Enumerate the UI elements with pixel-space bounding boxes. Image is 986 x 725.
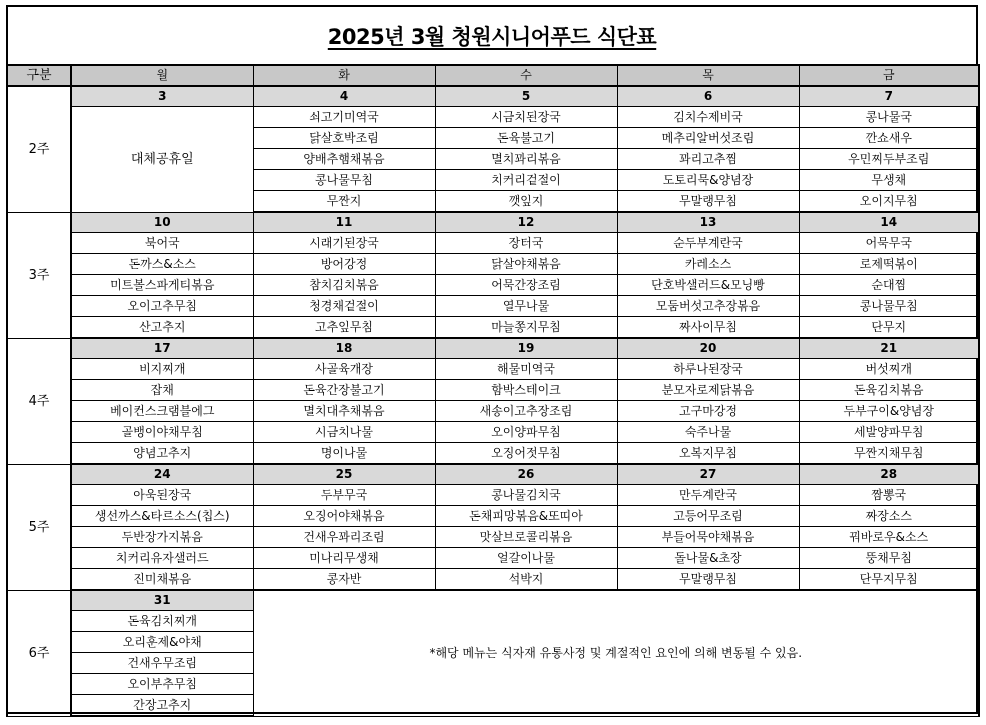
menu-item: 순두부계란국 bbox=[617, 233, 799, 254]
date-cell: 27 bbox=[617, 464, 799, 485]
menu-item: 오리훈제&야채 bbox=[71, 632, 253, 653]
header-day-tue: 화 bbox=[253, 65, 435, 86]
menu-item: 깻잎지 bbox=[435, 191, 617, 213]
menu-item: 장터국 bbox=[435, 233, 617, 254]
menu-item: 콩나물무침 bbox=[799, 296, 979, 317]
menu-item: 로제떡볶이 bbox=[799, 254, 979, 275]
menu-item: 오이양파무침 bbox=[435, 422, 617, 443]
menu-item: 시래기된장국 bbox=[253, 233, 435, 254]
menu-item: 버섯찌개 bbox=[799, 359, 979, 380]
menu-row bbox=[7, 548, 979, 569]
date-cell: 17 bbox=[71, 338, 253, 359]
menu-item: 돈까스&소스 bbox=[71, 254, 253, 275]
menu-item: 쇠고기미역국 bbox=[253, 107, 435, 128]
menu-item: 오이고추무침 bbox=[71, 296, 253, 317]
menu-row bbox=[7, 422, 979, 443]
menu-item: 얼갈이나물 bbox=[435, 548, 617, 569]
menu-row bbox=[7, 359, 979, 380]
menu-item: 아욱된장국 bbox=[71, 485, 253, 506]
menu-item: 명이나물 bbox=[253, 443, 435, 465]
menu-item: 해물미역국 bbox=[435, 359, 617, 380]
date-cell: 10 bbox=[71, 212, 253, 233]
menu-item: 뚱채무침 bbox=[799, 548, 979, 569]
date-cell: 28 bbox=[799, 464, 979, 485]
menu-item: 꽈리고추찜 bbox=[617, 149, 799, 170]
date-cell: 25 bbox=[253, 464, 435, 485]
menu-item: 석박지 bbox=[435, 569, 617, 591]
menu-item: 닭살야채볶음 bbox=[435, 254, 617, 275]
week-label: 3주 bbox=[7, 212, 71, 338]
menu-item: 무생채 bbox=[799, 170, 979, 191]
menu-item: 오징어야채볶음 bbox=[253, 506, 435, 527]
menu-item: 두부구이&양념장 bbox=[799, 401, 979, 422]
menu-item: 멸치꽈리볶음 bbox=[435, 149, 617, 170]
menu-item: 미나리무생채 bbox=[253, 548, 435, 569]
menu-row bbox=[7, 317, 979, 339]
menu-item: 간장고추지 bbox=[71, 695, 253, 717]
menu-item: 무짠지 bbox=[253, 191, 435, 213]
menu-item: 베이컨스크램블에그 bbox=[71, 401, 253, 422]
menu-item: 건새우무조림 bbox=[71, 653, 253, 674]
menu-item: 짜장소스 bbox=[799, 506, 979, 527]
menu-row bbox=[7, 254, 979, 275]
menu-item: 짬뽕국 bbox=[799, 485, 979, 506]
menu-item: 양념고추지 bbox=[71, 443, 253, 465]
menu-item: 생선까스&타르소스(칩스) bbox=[71, 506, 253, 527]
menu-row bbox=[7, 296, 979, 317]
menu-item: 사골육개장 bbox=[253, 359, 435, 380]
menu-item: 콩나물국 bbox=[799, 107, 979, 128]
date-cell: 12 bbox=[435, 212, 617, 233]
date-row bbox=[7, 338, 979, 359]
menu-item: 비지찌개 bbox=[71, 359, 253, 380]
menu-item: 열무나물 bbox=[435, 296, 617, 317]
menu-item: 김치수제비국 bbox=[617, 107, 799, 128]
date-cell: 24 bbox=[71, 464, 253, 485]
menu-item: 단무지 bbox=[799, 317, 979, 339]
menu-item: 고등어무조림 bbox=[617, 506, 799, 527]
menu-item: 고구마강정 bbox=[617, 401, 799, 422]
menu-item: 참치김치볶음 bbox=[253, 275, 435, 296]
menu-item: 닭살호박조림 bbox=[253, 128, 435, 149]
menu-row bbox=[7, 107, 979, 128]
menu-body bbox=[7, 86, 979, 716]
menu-item: 무말랭무침 bbox=[617, 569, 799, 591]
menu-item: 새송이고추장조림 bbox=[435, 401, 617, 422]
menu-item: 함박스테이크 bbox=[435, 380, 617, 401]
date-cell: 14 bbox=[799, 212, 979, 233]
date-cell: 11 bbox=[253, 212, 435, 233]
menu-row bbox=[7, 275, 979, 296]
date-cell: 7 bbox=[799, 86, 979, 107]
menu-item: 미트볼스파게티볶음 bbox=[71, 275, 253, 296]
menu-item: 메추리알버섯조림 bbox=[617, 128, 799, 149]
menu-item: 하루나된장국 bbox=[617, 359, 799, 380]
header-day-wed: 수 bbox=[435, 65, 617, 86]
menu-item: 오징어젓무침 bbox=[435, 443, 617, 465]
page-title-bar bbox=[8, 7, 976, 65]
menu-row bbox=[7, 506, 979, 527]
menu-item: 도토리묵&양념장 bbox=[617, 170, 799, 191]
date-row bbox=[7, 590, 979, 611]
menu-item: 맛살브로콜리볶음 bbox=[435, 527, 617, 548]
page-title: 2025년 3월 청원시니어푸드 식단표 bbox=[327, 25, 657, 49]
header-category: 구분 bbox=[7, 65, 71, 86]
date-cell: 4 bbox=[253, 86, 435, 107]
menu-item: 골뱅이야채무침 bbox=[71, 422, 253, 443]
menu-item: 무말랭무침 bbox=[617, 191, 799, 213]
menu-item: 청경채겉절이 bbox=[253, 296, 435, 317]
menu-row bbox=[7, 569, 979, 591]
menu-item: 단무지무침 bbox=[799, 569, 979, 591]
menu-item: 단호박샐러드&모닝빵 bbox=[617, 275, 799, 296]
week-label: 6주 bbox=[7, 590, 71, 716]
week-label: 4주 bbox=[7, 338, 71, 464]
date-cell: 5 bbox=[435, 86, 617, 107]
menu-item: 진미채볶음 bbox=[71, 569, 253, 591]
menu-item: 잡채 bbox=[71, 380, 253, 401]
menu-item: 돈육불고기 bbox=[435, 128, 617, 149]
menu-item: 오이지무침 bbox=[799, 191, 979, 213]
menu-item: 카레소스 bbox=[617, 254, 799, 275]
date-cell: 26 bbox=[435, 464, 617, 485]
menu-row bbox=[7, 443, 979, 465]
menu-item: 어묵간장조림 bbox=[435, 275, 617, 296]
header-row bbox=[7, 65, 979, 86]
menu-item: 치커리유자샐러드 bbox=[71, 548, 253, 569]
menu-item: 돈육간장불고기 bbox=[253, 380, 435, 401]
menu-item: 치커리겉절이 bbox=[435, 170, 617, 191]
menu-item: 돈육김치볶음 bbox=[799, 380, 979, 401]
menu-item: 만두계란국 bbox=[617, 485, 799, 506]
date-cell: 13 bbox=[617, 212, 799, 233]
date-row bbox=[7, 86, 979, 107]
menu-item: 돈육김치찌개 bbox=[71, 611, 253, 632]
menu-item: 돌나물&초장 bbox=[617, 548, 799, 569]
date-cell: 31 bbox=[71, 590, 253, 611]
date-cell: 20 bbox=[617, 338, 799, 359]
date-cell: 18 bbox=[253, 338, 435, 359]
header-day-fri: 금 bbox=[799, 65, 979, 86]
menu-row bbox=[7, 401, 979, 422]
menu-item: 산고추지 bbox=[71, 317, 253, 339]
menu-item: 부들어묵야채볶음 bbox=[617, 527, 799, 548]
menu-item: 두부무국 bbox=[253, 485, 435, 506]
week-label: 2주 bbox=[7, 86, 71, 212]
date-cell: 3 bbox=[71, 86, 253, 107]
date-cell: 21 bbox=[799, 338, 979, 359]
menu-item: 양배추햄채볶음 bbox=[253, 149, 435, 170]
menu-item: 북어국 bbox=[71, 233, 253, 254]
date-row bbox=[7, 212, 979, 233]
holiday-cell: 대체공휴일 bbox=[71, 107, 253, 213]
menu-item: 건새우꽈리조림 bbox=[253, 527, 435, 548]
menu-item: 시금치나물 bbox=[253, 422, 435, 443]
menu-item: 고추잎무침 bbox=[253, 317, 435, 339]
menu-row bbox=[7, 233, 979, 254]
menu-item: 모둠버섯고추장볶음 bbox=[617, 296, 799, 317]
menu-item: 돈채피망볶음&또띠아 bbox=[435, 506, 617, 527]
menu-note: *해당 메뉴는 식자재 유통사정 및 계절적인 요인에 의해 변동될 수 있음. bbox=[253, 590, 979, 716]
menu-item: 분모자로제닭볶음 bbox=[617, 380, 799, 401]
date-cell: 19 bbox=[435, 338, 617, 359]
menu-item: 오이부추무침 bbox=[71, 674, 253, 695]
menu-row bbox=[7, 527, 979, 548]
menu-item: 콩나물무침 bbox=[253, 170, 435, 191]
menu-item: 순대찜 bbox=[799, 275, 979, 296]
menu-item: 숙주나물 bbox=[617, 422, 799, 443]
menu-item: 무짠지채무침 bbox=[799, 443, 979, 465]
menu-item: 꿔바로우&소스 bbox=[799, 527, 979, 548]
header-day-thu: 목 bbox=[617, 65, 799, 86]
date-cell: 6 bbox=[617, 86, 799, 107]
menu-item: 오복지무침 bbox=[617, 443, 799, 465]
menu-item: 세발양파무침 bbox=[799, 422, 979, 443]
menu-item: 시금치된장국 bbox=[435, 107, 617, 128]
menu-item: 우민찌두부조림 bbox=[799, 149, 979, 170]
menu-table bbox=[6, 64, 980, 717]
week-label: 5주 bbox=[7, 464, 71, 590]
menu-row bbox=[7, 380, 979, 401]
menu-item: 깐쇼새우 bbox=[799, 128, 979, 149]
menu-item: 짜사이무침 bbox=[617, 317, 799, 339]
menu-row bbox=[7, 485, 979, 506]
header-day-mon: 월 bbox=[71, 65, 253, 86]
menu-item: 방어강정 bbox=[253, 254, 435, 275]
menu-item: 어묵무국 bbox=[799, 233, 979, 254]
date-row bbox=[7, 464, 979, 485]
menu-item: 두반장가지볶음 bbox=[71, 527, 253, 548]
menu-item: 콩나물김치국 bbox=[435, 485, 617, 506]
menu-item: 마늘쫑지무침 bbox=[435, 317, 617, 339]
menu-item: 콩자반 bbox=[253, 569, 435, 591]
menu-item: 멸치대추채볶음 bbox=[253, 401, 435, 422]
